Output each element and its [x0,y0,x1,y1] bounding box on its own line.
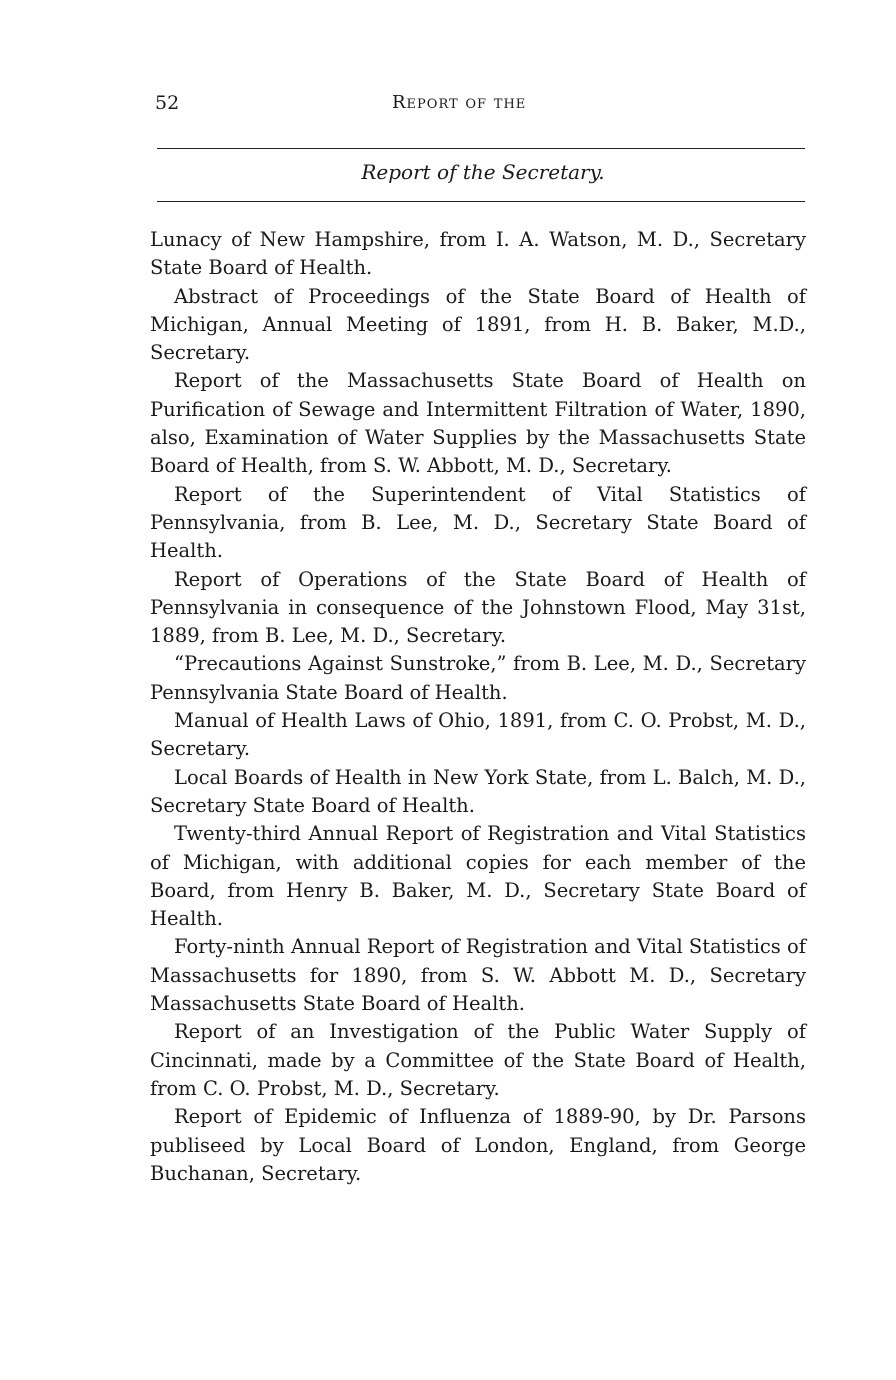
entry-michigan-proceedings: Abstract of Proceedings of the State Board of Health of Michigan, Annual Meeting of 1891, from H. B. Baker, M.D., Secretary. [150,284,806,365]
entry-michigan-registration: Twenty-third Annual Report of Registration and Vital Statistics of Michigan, with additional copies for each member of the Board, from Henry B. Baker, M. D., Secretary State Board of Health. [150,822,806,931]
section-title: Report of the Secretary. [361,160,605,184]
entry-massachusetts-registration: Forty-ninth Annual Report of Registration and Vital Statistics of Massachusetts for 1890, from S. W. Abbott M. D., Secretary Massachusetts State Board of Health. [150,935,806,1016]
entry-influenza-london: Report of Epidemic of Influenza of 1889-90, by Dr. Parsons publiseed by Local Board of London, England, from George Buchanan, Secretary. [150,1105,806,1185]
entry-johnstown-flood: Report of Operations of the State Board of Health of Pennsylvania in consequence of the Johnstown Flood, May 31st, 1889, from B. Lee, M. D., Secretary. [150,567,806,648]
running-head: Report of the [392,92,527,113]
entry-lunacy-new-hampshire: Lunacy of New Hampshire, from I. A. Watson, M. D., Secretary State Board of Health. [150,228,806,280]
entry-cincinnati-water: Report of an Investigation of the Public Water Supply of Cincinnati, made by a Committee of the State Board of Health, from C. O. Probst, M. D., Secretary. [150,1020,806,1100]
entries-list [150,226,806,1188]
page-number: 52 [155,92,180,114]
top-rule [157,148,805,149]
entry-pennsylvania-vital-statistics: Report of the Superintendent of Vital Statistics of Pennsylvania, from B. Lee, M. D., Secretary State Board of Health. [150,482,806,563]
bottom-rule [157,201,805,202]
entry-new-york-boards: Local Boards of Health in New York State, from L. Balch, M. D., Secretary State Board of Health. [150,765,806,817]
entry-sunstroke: “Precautions Against Sunstroke,” from B. Lee, M. D., Secretary Pennsylvania State Board of Health. [150,652,806,704]
entry-massachusetts-sewage: Report of the Massachusetts State Board of Health on Purification of Sewage and Intermittent Filtration of Water, 1890, also, Examination of Water Supplies by the Massachusetts State Board of Health, from S. W. Abbott, M. D., Secretary. [150,369,806,478]
entry-ohio-health-laws: Manual of Health Laws of Ohio, 1891, from C. O. Probst, M. D., Secretary. [150,709,806,761]
